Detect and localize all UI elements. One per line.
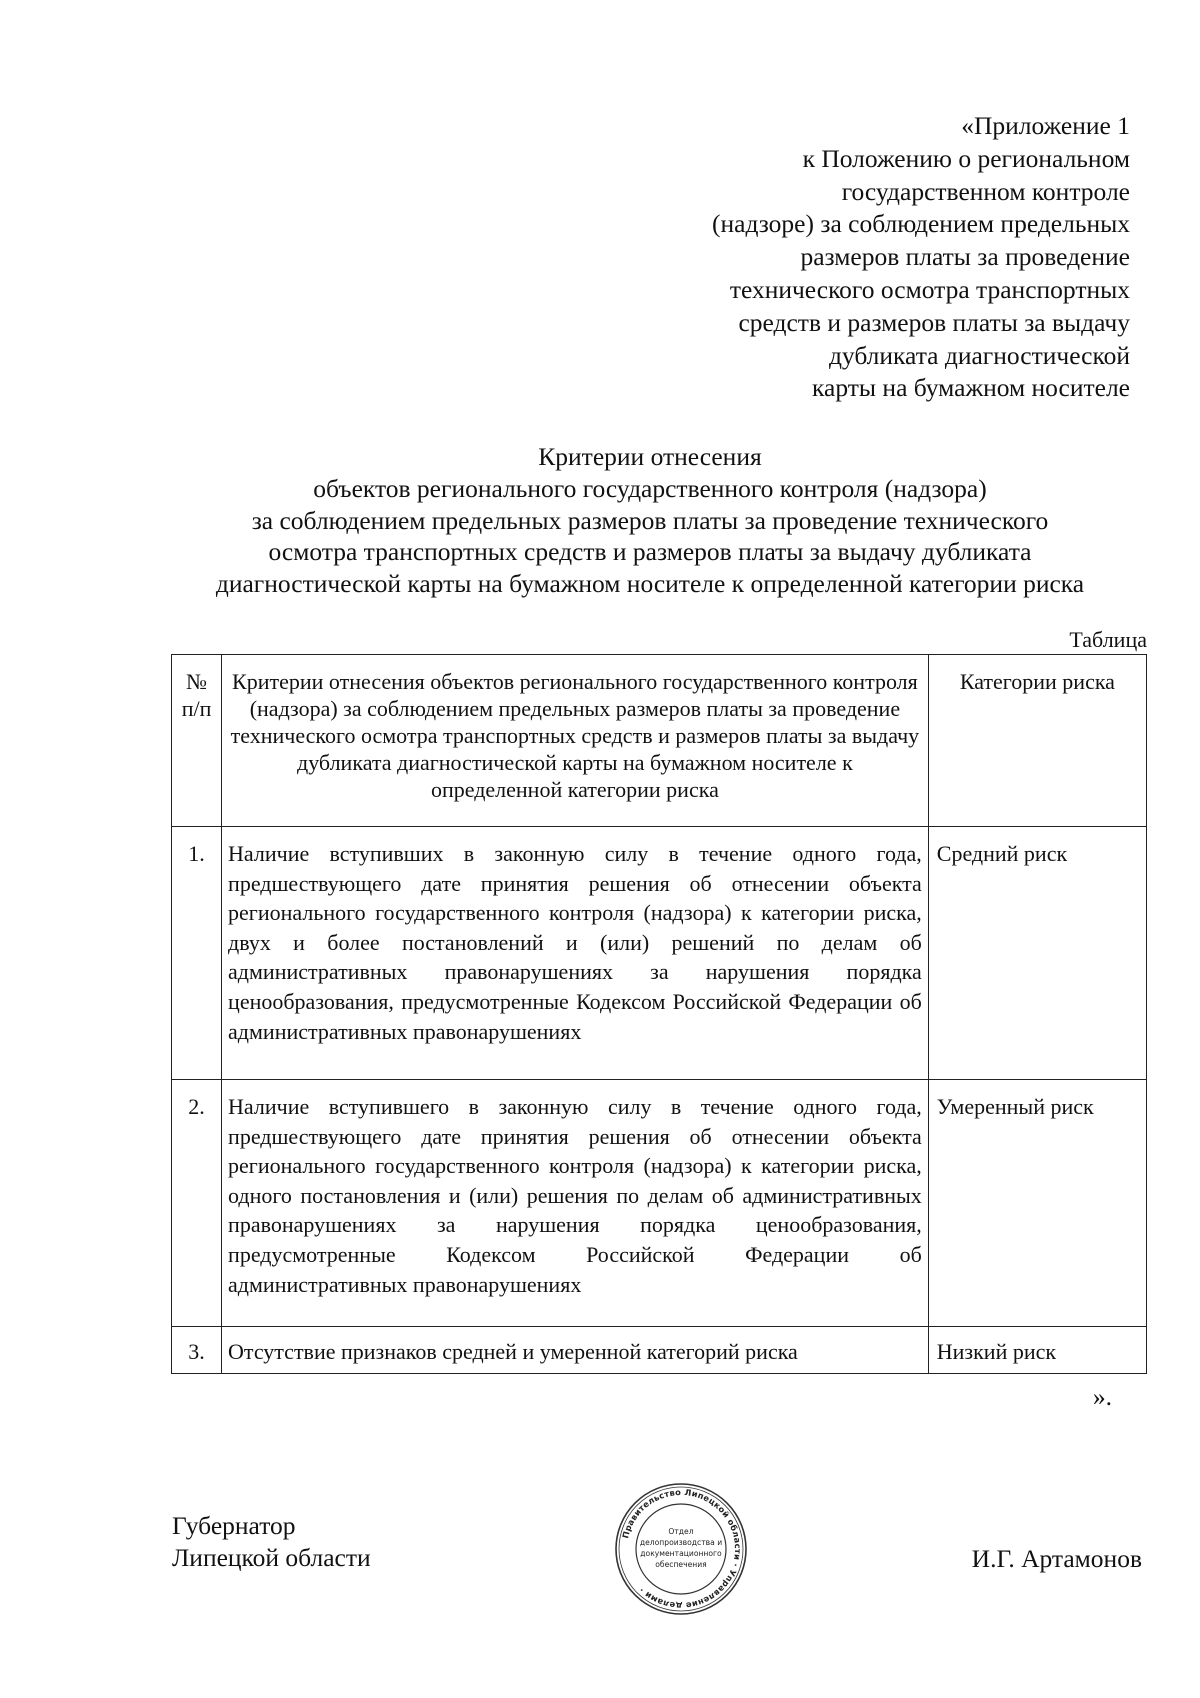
header-category: Категории риска (928, 655, 1146, 827)
row-criteria: Наличие вступивших в законную силу в течение одного года, предшествующего дате принятия решения об отнесении объекта регионального государственного контроля (надзора) к категории риска, двух и более постановлений и (или) решений по делам об административных правонарушениях за нарушения порядка ценообразования, предусмотренные Кодексом Российской Федерации об административных правонарушениях (222, 827, 929, 1080)
title-line: Критерии отнесения (538, 442, 762, 471)
appendix-line: карты на бумажном носителе (812, 373, 1130, 403)
svg-text:документационного: документационного (640, 1549, 722, 1558)
appendix-line: дубликата диагностической (828, 340, 1130, 370)
svg-text:Отдел: Отдел (668, 1527, 694, 1536)
official-seal (614, 1482, 748, 1616)
title-line: осмотра транспортных средств и размеров платы за выдачу дубликата (268, 537, 1032, 567)
signatory-name: И.Г. Артамонов (971, 1544, 1142, 1573)
row-number: 3. (172, 1327, 222, 1374)
table-caption: Таблица (1069, 627, 1147, 652)
appendix-line: «Приложение 1 (961, 111, 1130, 140)
row-category: Низкий риск (928, 1327, 1146, 1374)
row-category: Умеренный риск (928, 1080, 1146, 1327)
signatory-title-line: Липецкой области (172, 1543, 371, 1572)
signatory-title-line: Губернатор (172, 1511, 296, 1540)
appendix-header (530, 110, 1130, 405)
svg-text:обеспечения: обеспечения (655, 1560, 707, 1569)
appendix-line: к Положению о региональном (802, 143, 1130, 173)
svg-text:Правительство Липецкой области: Правительство Липецкой области · Управление делами · (620, 1486, 744, 1612)
row-category: Средний риск (928, 827, 1146, 1080)
row-number: 1. (172, 827, 222, 1080)
document-title (110, 441, 1190, 600)
table-header-row (172, 655, 1147, 827)
appendix-line: государственном контроле (841, 176, 1130, 206)
closing-quote: ». (1092, 1382, 1112, 1411)
table-row (172, 1080, 1147, 1327)
risk-criteria-table (171, 654, 1147, 1374)
table-row (172, 1327, 1147, 1374)
appendix-line: (надзоре) за соблюдением предельных (712, 209, 1130, 239)
appendix-line: размеров платы за проведение (800, 242, 1130, 272)
title-line: объектов регионального государственного контроля (надзора) (313, 473, 987, 503)
header-number: № п/п (172, 655, 222, 827)
appendix-line: средств и размеров платы за выдачу (738, 307, 1130, 337)
svg-text:делопроизводства и: делопроизводства и (639, 1538, 723, 1547)
row-criteria: Наличие вступившего в законную силу в течение одного года, предшествующего дате принятия решения об отнесении объекта регионального государственного контроля (надзора) к категории риска, одного постановления и (или) решения по делам об административных правонарушениях за нарушения порядка ценообразования, предусмотренные Кодексом Российской Федерации об административных правонарушениях (222, 1080, 929, 1327)
appendix-line: технического осмотра транспортных (729, 274, 1130, 304)
row-number: 2. (172, 1080, 222, 1327)
row-criteria: Отсутствие признаков средней и умеренной категорий риска (222, 1327, 929, 1374)
table-row (172, 827, 1147, 1080)
signatory-title (172, 1510, 371, 1574)
title-line: диагностической карты на бумажном носителе к определенной категории риска (215, 569, 1085, 599)
title-line: за соблюдением предельных размеров платы за проведение технического (251, 505, 1049, 535)
header-criteria: Критерии отнесения объектов регионального государственного контроля (надзора) за соблюдением предельных размеров платы за проведение технического осмотра транспортных средств и размеров платы за выдачу дубликата диагностической карты на бумажном носителе к определенной категории риска (222, 655, 929, 827)
